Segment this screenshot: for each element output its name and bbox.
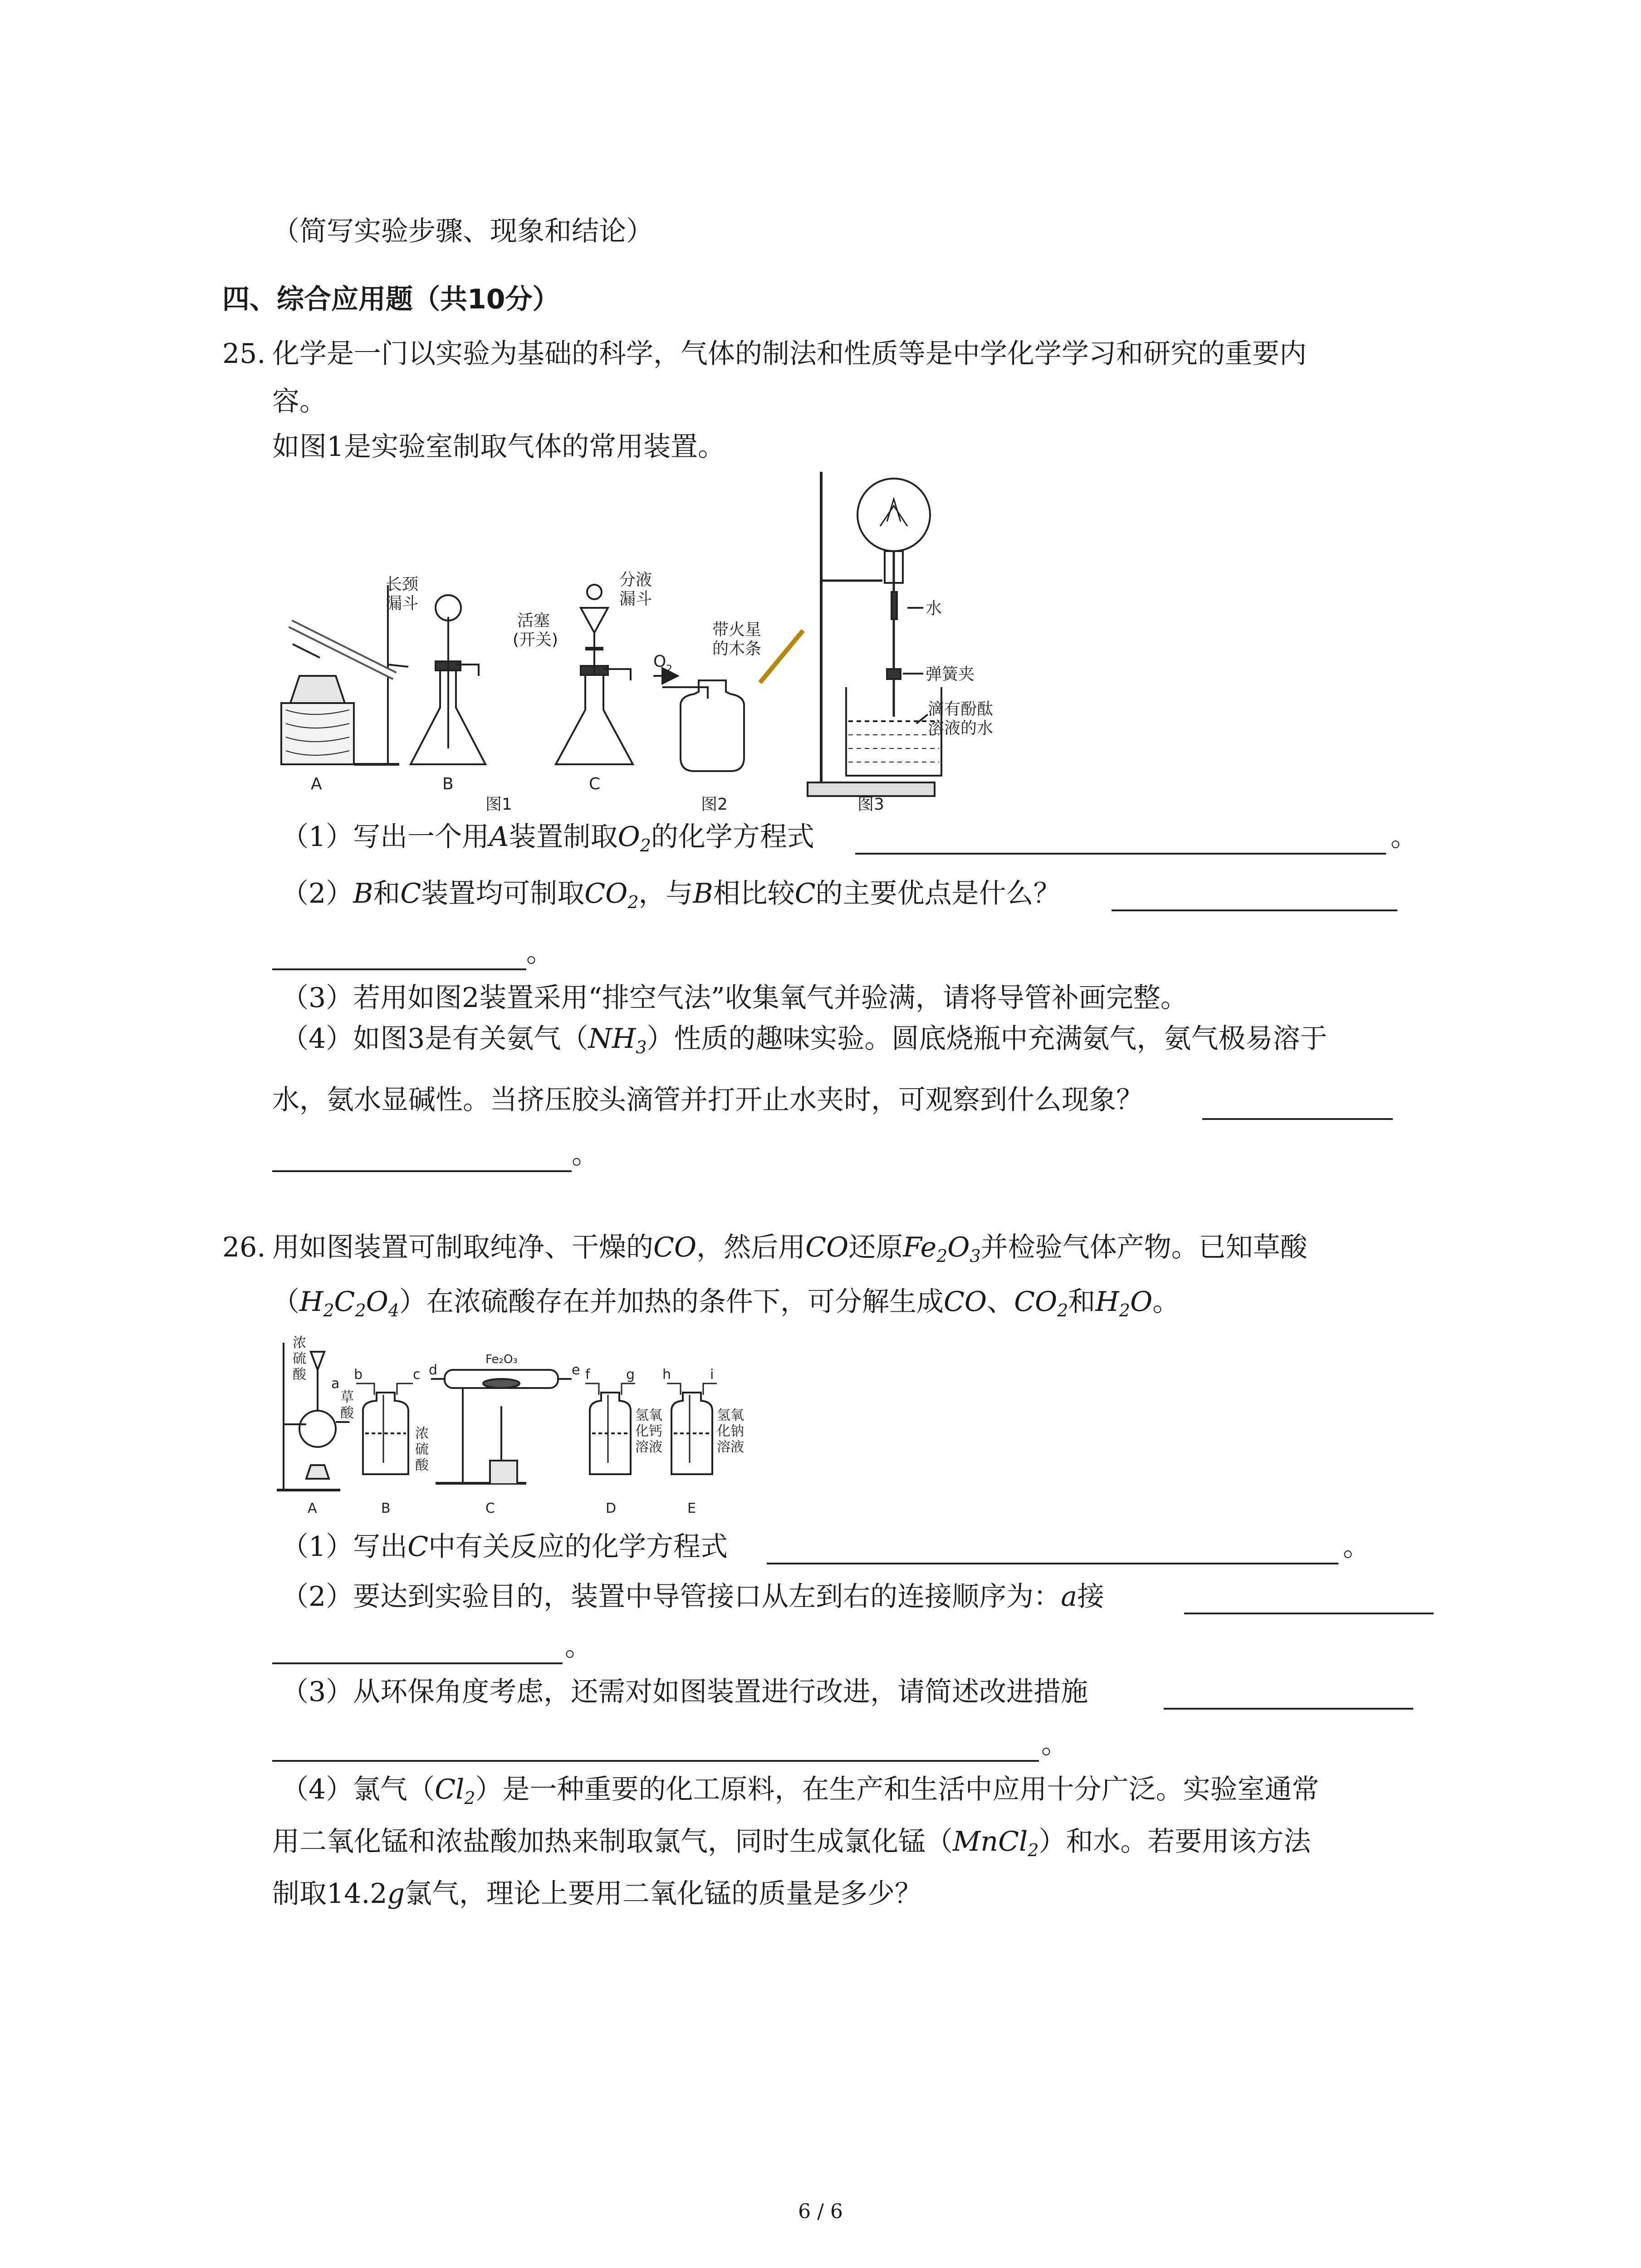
label-long-funnel-1: 长颈 xyxy=(386,575,419,594)
q26-part2-answer-line-1[interactable] xyxy=(1184,1613,1434,1614)
label-stopcock-1: 活塞 xyxy=(517,611,550,630)
q26-acid-1: 浓 xyxy=(293,1335,306,1351)
label-sep-funnel-1: 分液 xyxy=(619,571,652,589)
q25-part4-answer-line-1[interactable] xyxy=(1202,1118,1393,1120)
q25-part3: （3）若用如图2装置采用“排空气法”收集氧气并验满，请将导管补画完整。 xyxy=(281,982,1188,1014)
q25-part2-end: 。 xyxy=(526,937,554,968)
q25-part2: （2）B和C装置均可制取$CO_2$，与B相比较C的主要优点是什么？ xyxy=(281,878,1061,912)
q25-part1: （1）写出一个用A装置制取$O_2$的化学方程式 xyxy=(281,821,814,855)
q25-number: 25. xyxy=(222,338,266,370)
q26-acid-3: 酸 xyxy=(293,1367,306,1383)
q26-port-a: a xyxy=(331,1376,340,1392)
q26-h2so4-2: 硫 xyxy=(415,1442,429,1457)
q26-part3-answer-line-2[interactable] xyxy=(272,1760,1039,1762)
q26-label-E: E xyxy=(687,1501,696,1516)
q25-apparatus-figure xyxy=(272,463,998,812)
q25-part4-answer-line-2[interactable] xyxy=(272,1170,572,1172)
q26-port-f: f xyxy=(585,1367,590,1383)
label-splint-1: 带火星 xyxy=(712,621,762,639)
q26-port-c: c xyxy=(413,1367,421,1383)
q26-oxalic-2: 酸 xyxy=(340,1405,354,1421)
q26-port-e: e xyxy=(572,1362,580,1378)
label-splint-2: 的木条 xyxy=(712,640,762,658)
section-heading: 四、综合应用题（共10分） xyxy=(222,284,560,315)
q26-oxalic-1: 草 xyxy=(340,1389,354,1405)
q25-intro-line1: 化学是一门以实验为基础的科学，气体的制法和性质等是中学化学学习和研究的重要内 xyxy=(272,338,1307,370)
q26-apparatus-figure xyxy=(272,1334,839,1524)
q25-part1-answer-line[interactable] xyxy=(855,853,1386,855)
fig1-label-A: A xyxy=(311,775,322,793)
q26-part3: （3）从环保角度考虑，还需对如图装置进行改进，请简述改进措施 xyxy=(281,1676,1088,1708)
q26-port-h: h xyxy=(662,1367,671,1383)
q26-part1-end: 。 xyxy=(1343,1531,1370,1563)
q26-label-C: C xyxy=(485,1501,495,1516)
q26-h2so4-1: 浓 xyxy=(415,1426,429,1442)
q26-naoh-2: 化钠 xyxy=(717,1423,744,1439)
q26-fe2o3: Fe₂O₃ xyxy=(485,1353,518,1366)
q26-label-A: A xyxy=(308,1501,317,1516)
q25-part4-line2: 水，氨水显碱性。当挤压胶头滴管并打开止水夹时，可观察到什么现象？ xyxy=(272,1084,1143,1116)
q26-part4-line3: 制取14.2g氯气，理论上要用二氧化锰的质量是多少？ xyxy=(272,1878,922,1910)
label-stopcock-2: (开关) xyxy=(513,631,558,649)
q25-part1-end: 。 xyxy=(1391,821,1418,853)
q26-acid-2: 硫 xyxy=(293,1351,306,1367)
label-clamp: 弹簧夹 xyxy=(926,665,975,684)
q26-caoh-2: 化钙 xyxy=(635,1423,662,1439)
label-phenol-1: 滴有酚酞 xyxy=(928,700,994,719)
q25-intro-line3: 如图1是实验室制取气体的常用装置。 xyxy=(272,431,725,463)
q26-port-b: b xyxy=(354,1367,363,1383)
label-o2: O xyxy=(653,652,666,671)
q25-part4-line1: （4）如图3是有关氨气$(NH_3)$性质的趣味实验。圆底烧瓶中充满氨气，氨气极易溶于 xyxy=(281,1023,1327,1057)
label-sep-funnel-2: 漏斗 xyxy=(619,590,652,608)
q25-part2-answer-line-2[interactable] xyxy=(272,968,526,970)
fig2-caption: 图2 xyxy=(701,795,728,812)
q26-number: 26. xyxy=(222,1232,266,1263)
q26-caoh-3: 溶液 xyxy=(635,1439,662,1455)
page-number: 6 / 6 xyxy=(798,2200,843,2223)
q26-port-i: i xyxy=(710,1367,714,1383)
q26-label-D: D xyxy=(606,1501,617,1516)
q26-naoh-3: 溶液 xyxy=(717,1439,744,1455)
q26-part3-end: 。 xyxy=(1041,1728,1068,1760)
q26-port-g: g xyxy=(626,1367,635,1383)
q26-line1: 用如图装置可制取纯净、干燥的CO，然后用CO还原$Fe_2O_3$并检验气体产物。已知草酸 xyxy=(272,1232,1308,1266)
fig1-caption: 图1 xyxy=(485,795,512,812)
q26-caoh-1: 氢氧 xyxy=(635,1408,662,1423)
fig1-label-C: C xyxy=(589,775,601,793)
q26-part2: （2）要达到实验目的，装置中导管接口从左到右的连接顺序为：a接 xyxy=(281,1581,1104,1613)
label-phenol-2: 溶液的水 xyxy=(928,719,994,738)
q26-part1-answer-line[interactable] xyxy=(767,1563,1338,1564)
q26-part4-line2: 用二氧化锰和浓盐酸加热来制取氯气，同时生成氯化锰（MnCl$_2$）和水。若要用该方法 xyxy=(272,1826,1311,1860)
q26-part2-end: 。 xyxy=(565,1631,592,1662)
q26-naoh-1: 氢氧 xyxy=(717,1408,744,1423)
q25-part4-end: 。 xyxy=(572,1139,599,1170)
q26-h2so4-3: 酸 xyxy=(415,1457,429,1473)
fig1-label-B: B xyxy=(442,775,454,793)
q25-intro-line2: 容。 xyxy=(272,386,327,417)
label-long-funnel-2: 漏斗 xyxy=(386,594,419,613)
q26-part1: （1）写出C中有关反应的化学方程式 xyxy=(281,1531,728,1563)
fig3-caption: 图3 xyxy=(857,795,884,812)
q26-label-B: B xyxy=(381,1501,391,1516)
q26-part2-answer-line-2[interactable] xyxy=(272,1662,563,1664)
q26-part4-line1: （4）氯气$(Cl_2)$是一种重要的化工原料，在生产和生活中应用十分广泛。实验室通常 xyxy=(281,1774,1319,1808)
label-water: 水 xyxy=(926,599,942,618)
q26-part3-answer-line-1[interactable] xyxy=(1164,1708,1413,1710)
prev-note: （简写实验步骤、现象和结论） xyxy=(272,215,653,247)
q25-part2-answer-line-1[interactable] xyxy=(1112,909,1397,911)
label-o2-sub: 2 xyxy=(666,664,672,675)
q26-line2: $(H_2C_2O_4)$在浓硫酸存在并加热的条件下，可分解生成CO、$CO_2$和$H_2O$。 xyxy=(272,1286,1180,1320)
q26-port-d: d xyxy=(429,1362,438,1378)
